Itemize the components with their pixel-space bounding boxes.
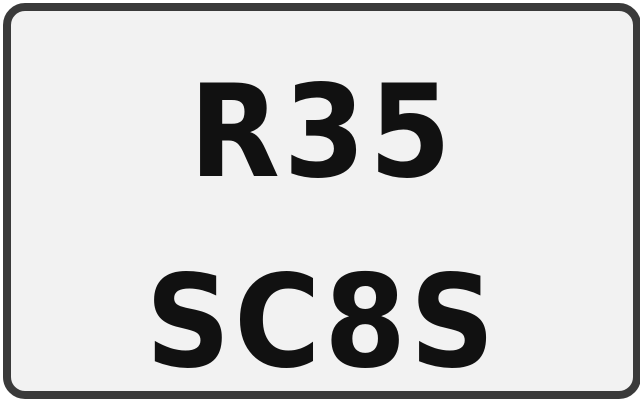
license-plate xyxy=(3,3,640,399)
plate-line-2: SC8S xyxy=(145,248,499,397)
plate-line-1: R35 xyxy=(189,58,455,207)
